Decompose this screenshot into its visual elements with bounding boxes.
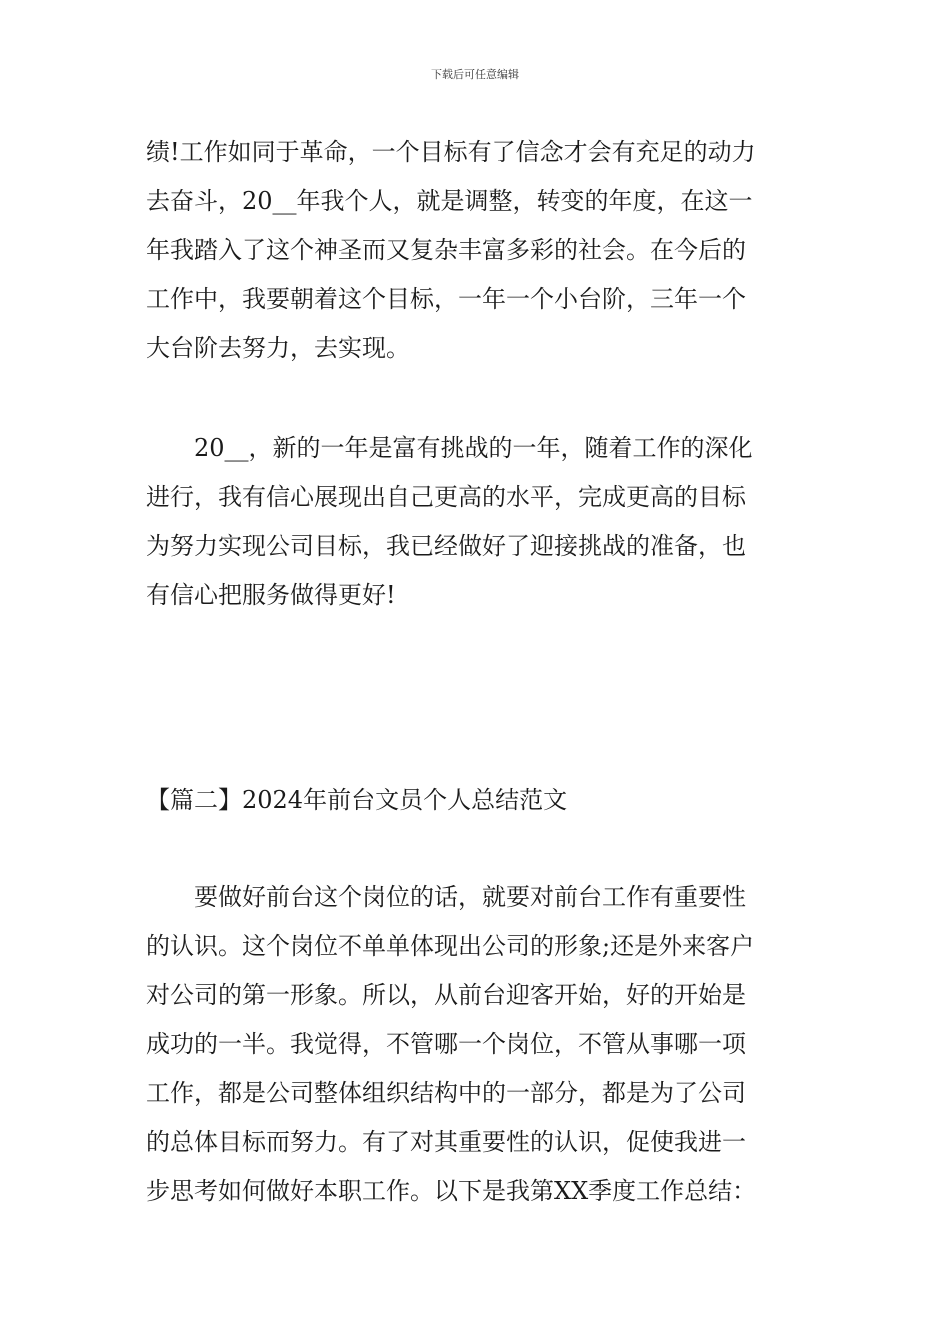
text-line: 的认识。这个岗位不单单体现出公司的形象;还是外来客户	[146, 932, 755, 960]
text-line: 年我踏入了这个神圣而又复杂丰富多彩的社会。在今后的	[146, 236, 746, 264]
text-line: 步思考如何做好本职工作。以下是我第XX季度工作总结：	[146, 1177, 757, 1205]
page-header-note: 下载后可任意编辑	[431, 68, 519, 81]
text-line: 大台阶去努力，去实现。	[146, 334, 410, 362]
text-line: 要做好前台这个岗位的话，就要对前台工作有重要性	[146, 883, 746, 911]
text-line: 工作中，我要朝着这个目标，一年一个小台阶，三年一个	[146, 285, 746, 313]
paragraph-2	[146, 424, 808, 620]
text-line: 的总体目标而努力。有了对其重要性的认识，促使我进一	[146, 1128, 746, 1156]
text-line: 有信心把服务做得更好!	[146, 581, 396, 609]
text-line: 去奋斗，20__年我个人，就是调整，转变的年度，在这一	[146, 187, 753, 215]
section-heading	[146, 776, 808, 825]
text-line: 绩!工作如同于革命，一个目标有了信念才会有充足的动力	[146, 138, 756, 166]
section-heading-text: 【篇二】2024年前台文员个人总结范文	[146, 786, 568, 814]
text-line: 对公司的第一形象。所以，从前台迎客开始，好的开始是	[146, 981, 746, 1009]
text-line: 进行，我有信心展现出自己更高的水平，完成更高的目标	[146, 483, 746, 511]
text-line: 为努力实现公司目标，我已经做好了迎接挑战的准备，也	[146, 532, 746, 560]
paragraph-1	[146, 128, 808, 373]
paragraph-3	[146, 873, 808, 1216]
text-line: 工作，都是公司整体组织结构中的一部分，都是为了公司	[146, 1079, 746, 1107]
text-line: 20__，新的一年是富有挑战的一年，随着工作的深化	[146, 434, 753, 462]
text-line: 成功的一半。我觉得，不管哪一个岗位，不管从事哪一项	[146, 1030, 746, 1058]
